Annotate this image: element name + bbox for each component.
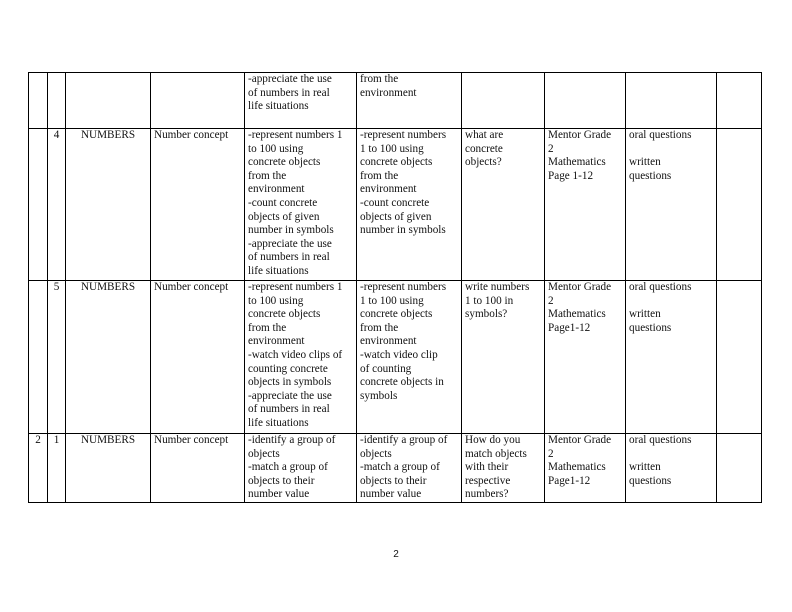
cell-line: written	[629, 461, 661, 474]
sub-strand-text: Number concept	[154, 129, 229, 141]
lesson-cell	[48, 434, 66, 503]
cell-line: -appreciate the use	[248, 237, 332, 250]
key-inquiry-cell	[462, 434, 545, 503]
cell-line: Page 1-12	[548, 169, 594, 182]
cell-line: environment	[360, 86, 417, 99]
cell-line: environment	[248, 335, 305, 348]
lesson-text: 1	[53, 434, 60, 446]
cell-line: objects to their	[248, 474, 315, 487]
week-cell	[29, 281, 48, 434]
cell-line: questions	[629, 321, 672, 334]
cell-line: 2	[548, 294, 554, 307]
week-cell	[29, 129, 48, 281]
strand-text: NUMBERS	[80, 281, 136, 293]
cell-line: environment	[360, 335, 417, 348]
cell-line: Mathematics	[548, 156, 606, 169]
learning-experiences-cell	[357, 281, 462, 434]
cell-line: what are	[465, 129, 504, 141]
cell-line: symbols	[360, 389, 398, 402]
cell-line: -identify a group of	[360, 434, 448, 446]
key-inquiry-cell	[462, 129, 545, 281]
cell-line: Page1-12	[548, 321, 591, 334]
assessment-cell	[626, 434, 717, 503]
strand-cell	[66, 281, 151, 434]
learning-outcomes-cell	[245, 434, 357, 503]
cell-line: counting concrete	[248, 362, 328, 375]
cell-line: life situations	[248, 100, 309, 113]
cell-line: -represent numbers 1	[248, 129, 343, 141]
cell-line: concrete	[465, 142, 503, 155]
learning-experiences-cell	[357, 129, 462, 281]
cell-line: number in symbols	[248, 224, 334, 237]
key-inquiry-cell	[462, 73, 545, 129]
cell-line: symbols?	[465, 308, 508, 321]
table-body	[29, 73, 762, 503]
cell-line: number value	[360, 488, 422, 501]
scheme-of-work-table	[28, 72, 762, 503]
cell-line: numbers?	[465, 488, 509, 501]
cell-line: number value	[248, 488, 310, 501]
strand-text: NUMBERS	[80, 434, 136, 446]
cell-line: from the	[360, 169, 399, 182]
cell-line: oral questions	[629, 129, 692, 141]
sub-strand-cell	[151, 129, 245, 281]
cell-line: to 100 using	[248, 294, 304, 307]
reflection-cell	[717, 281, 762, 434]
learning-experiences-cell	[357, 73, 462, 129]
cell-line: -count concrete	[248, 196, 318, 209]
cell-line: -represent numbers	[360, 281, 447, 293]
table-row	[29, 73, 762, 129]
cell-line: oral questions	[629, 434, 692, 446]
cell-line: written	[629, 308, 661, 321]
cell-line: objects	[248, 447, 280, 460]
cell-line: objects?	[465, 156, 502, 169]
week-cell	[29, 434, 48, 503]
cell-line: -count concrete	[360, 196, 430, 209]
cell-line: concrete objects	[248, 156, 321, 169]
strand-cell	[66, 434, 151, 503]
cell-line: oral questions	[629, 281, 692, 293]
strand-text: NUMBERS	[80, 129, 136, 141]
assessment-cell	[626, 129, 717, 281]
cell-line: concrete objects	[360, 156, 433, 169]
cell-line: How do you	[465, 434, 521, 446]
strand-cell	[66, 73, 151, 129]
lesson-cell	[48, 129, 66, 281]
cell-line: -appreciate the use	[248, 73, 332, 85]
assessment-cell	[626, 281, 717, 434]
cell-line: -represent numbers 1	[248, 281, 343, 293]
cell-line: objects of given	[360, 210, 432, 223]
cell-line	[629, 448, 713, 462]
cell-line: life situations	[248, 416, 309, 429]
resources-cell	[545, 129, 626, 281]
cell-line: of numbers in real	[248, 86, 330, 99]
reflection-cell	[717, 129, 762, 281]
cell-line: respective	[465, 474, 511, 487]
cell-line: Mentor Grade	[548, 434, 612, 446]
cell-line: Mentor Grade	[548, 129, 612, 141]
learning-outcomes-cell	[245, 281, 357, 434]
sub-strand-cell	[151, 281, 245, 434]
cell-line: Mathematics	[548, 308, 606, 321]
cell-line: questions	[629, 169, 672, 182]
sub-strand-text: Number concept	[154, 281, 229, 293]
lesson-cell	[48, 73, 66, 129]
cell-line: -match a group of	[248, 461, 328, 474]
cell-line: 1 to 100 using	[360, 142, 424, 155]
cell-line: concrete objects	[360, 308, 433, 321]
cell-line	[629, 295, 713, 309]
cell-line: 2	[548, 447, 554, 460]
assessment-cell	[626, 73, 717, 129]
cell-line: -represent numbers	[360, 129, 447, 141]
cell-line: environment	[248, 183, 305, 196]
cell-line: -match a group of	[360, 461, 440, 474]
cell-line: environment	[360, 183, 417, 196]
cell-line: Mentor Grade	[548, 281, 612, 293]
cell-line: life situations	[248, 264, 309, 277]
resources-cell	[545, 73, 626, 129]
cell-line: -identify a group of	[248, 434, 336, 446]
week-cell	[29, 73, 48, 129]
cell-line: match objects	[465, 447, 527, 460]
cell-line: questions	[629, 474, 672, 487]
table-row	[29, 281, 762, 434]
cell-line: number in symbols	[360, 224, 446, 237]
cell-line: from the	[248, 169, 287, 182]
cell-line: of counting	[360, 362, 412, 375]
table-row	[29, 129, 762, 281]
reflection-cell	[717, 434, 762, 503]
cell-line: 1 to 100 using	[360, 294, 424, 307]
cell-line: Page1-12	[548, 474, 591, 487]
sub-strand-cell	[151, 434, 245, 503]
cell-line: objects in symbols	[248, 376, 332, 389]
resources-cell	[545, 434, 626, 503]
sub-strand-text: Number concept	[154, 434, 229, 446]
key-inquiry-cell	[462, 281, 545, 434]
cell-line: objects of given	[248, 210, 320, 223]
cell-line: with their	[465, 461, 509, 474]
learning-outcomes-cell	[245, 129, 357, 281]
week-text: 2	[35, 434, 41, 446]
cell-line: objects to their	[360, 474, 427, 487]
cell-line: write numbers	[465, 281, 530, 293]
cell-line: from the	[360, 73, 399, 85]
cell-line: objects	[360, 447, 392, 460]
learning-experiences-cell	[357, 434, 462, 503]
resources-cell	[545, 281, 626, 434]
cell-line: concrete objects	[248, 308, 321, 321]
learning-outcomes-cell	[245, 73, 357, 129]
strand-cell	[66, 129, 151, 281]
page-number: 2	[393, 549, 399, 560]
cell-line: 1 to 100 in	[465, 294, 514, 307]
cell-line: -watch video clip	[360, 348, 438, 361]
cell-line: concrete objects in	[360, 376, 444, 389]
cell-line: of numbers in real	[248, 251, 330, 264]
cell-line: from the	[248, 321, 287, 334]
sub-strand-cell	[151, 73, 245, 129]
lesson-text: 5	[53, 281, 60, 293]
cell-line: written	[629, 156, 661, 169]
cell-line: to 100 using	[248, 142, 304, 155]
cell-line: -appreciate the use	[248, 389, 332, 402]
table-row	[29, 434, 762, 503]
cell-line: -watch video clips of	[248, 348, 343, 361]
cell-line: from the	[360, 321, 399, 334]
cell-line: of numbers in real	[248, 403, 330, 416]
reflection-cell	[717, 73, 762, 129]
cell-line: Mathematics	[548, 461, 606, 474]
lesson-cell	[48, 281, 66, 434]
cell-line: 2	[548, 142, 554, 155]
cell-line	[629, 143, 713, 157]
lesson-text: 4	[53, 129, 60, 141]
